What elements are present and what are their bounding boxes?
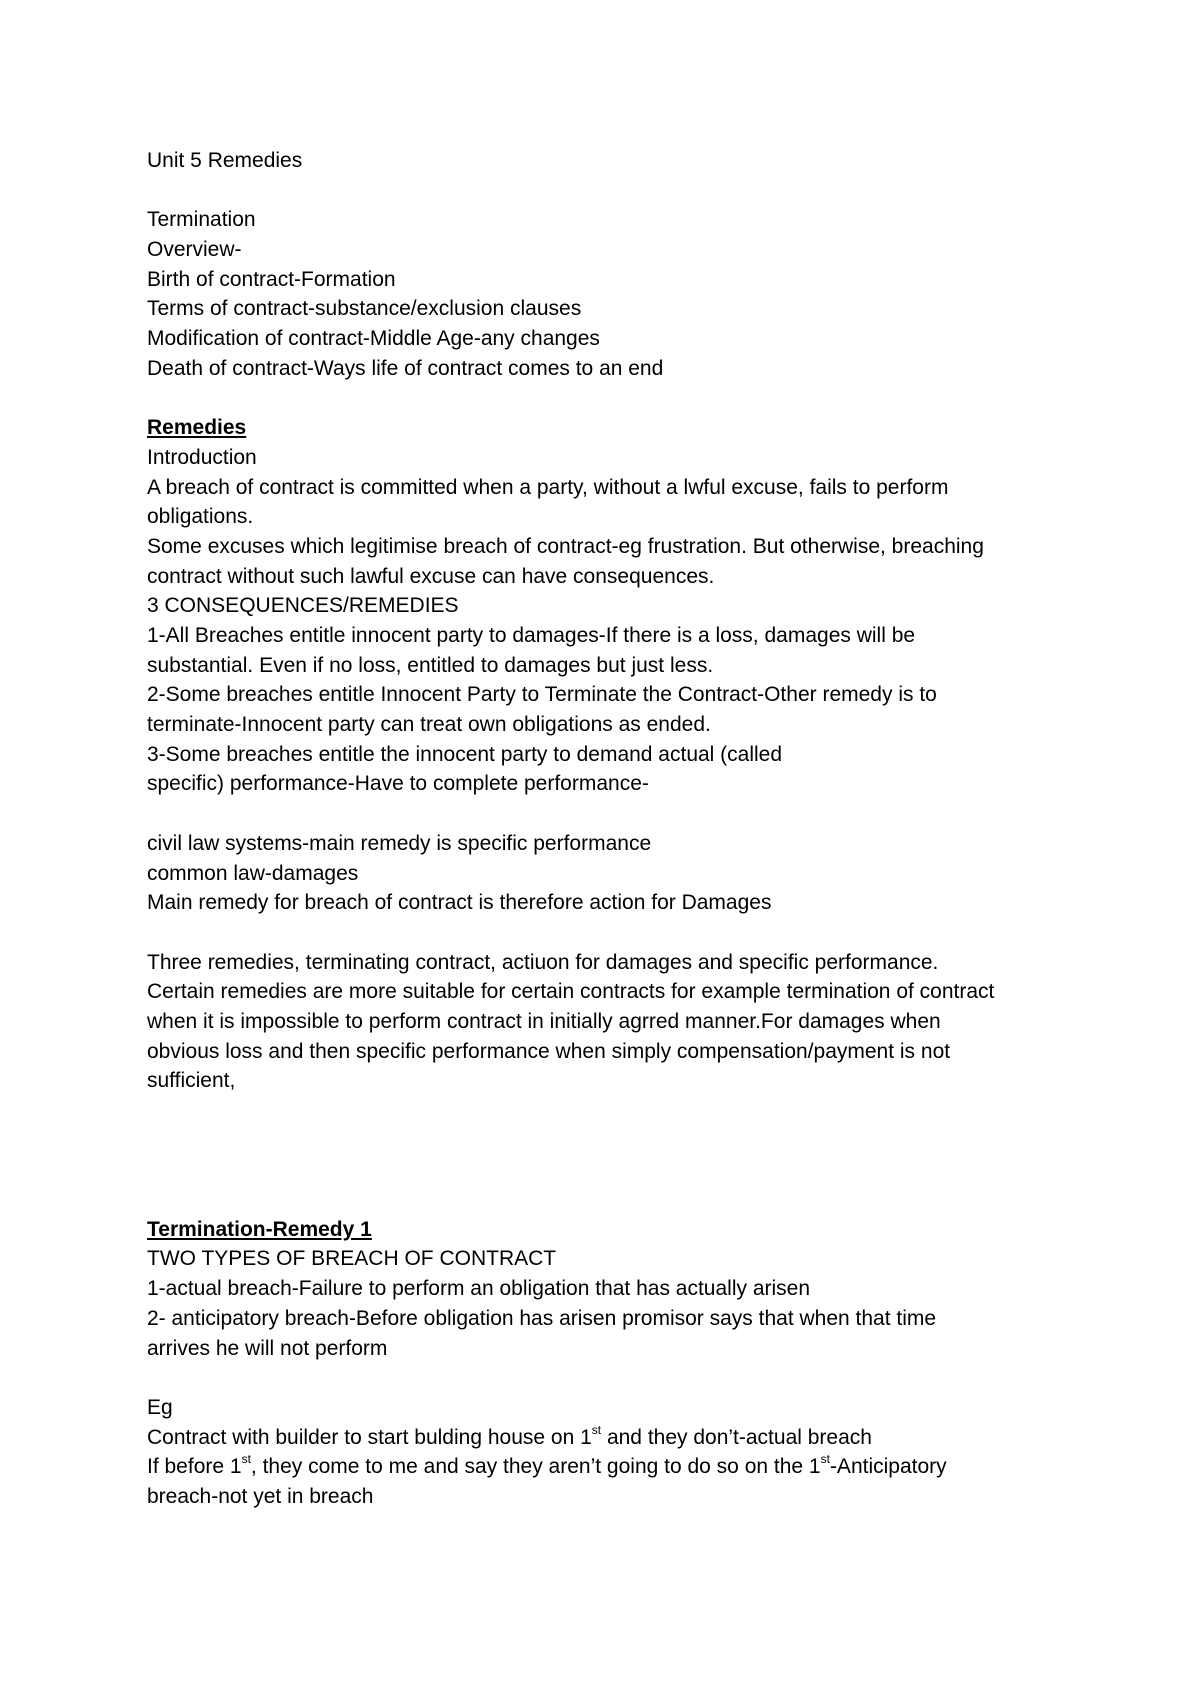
remedies-line: specific) performance-Have to complete performance- [147, 772, 649, 796]
spacer [147, 799, 1107, 829]
remedies-line: substantial. Even if no loss, entitled to damages but just less. [147, 653, 714, 677]
document-title: Unit 5 Remedies [147, 149, 303, 172]
termination-line: TWO TYPES OF BREACH OF CONTRACT [147, 1247, 557, 1271]
overview-line: Termination [147, 208, 256, 232]
spacer [147, 1096, 1107, 1215]
example-text: and they don’t-actual breach [601, 1425, 872, 1449]
example-line [147, 1452, 1107, 1482]
spacer [147, 176, 1107, 206]
termination-line: 1-actual breach-Failure to perform an obligation that has actually arisen [147, 1277, 811, 1301]
remedies-line: 3-Some breaches entitle the innocent party to demand actual (called [147, 742, 783, 766]
spacer [147, 1363, 1107, 1393]
example-text: Contract with builder to start bulding house on 1 [147, 1425, 592, 1449]
remedies-line: 1-All Breaches entitle innocent party to damages-If there is a loss, damages will be [147, 624, 916, 647]
ordinal-suffix: st [820, 1452, 830, 1467]
systems-line: civil law systems-main remedy is specific performance [147, 831, 652, 855]
remedies-line: Introduction [147, 445, 257, 469]
remedies-line: obligations. [147, 505, 254, 529]
summary-line: Certain remedies are more suitable for certain contracts for example termination of contract [147, 980, 995, 1004]
spacer [147, 918, 1107, 948]
overview-line: Death of contract-Ways life of contract comes to an end [147, 356, 664, 380]
overview-line: Terms of contract-substance/exclusion clauses [147, 297, 582, 321]
ordinal-suffix: st [591, 1422, 602, 1437]
example-label: Eg [147, 1395, 173, 1419]
remedies-heading: Remedies [147, 416, 247, 440]
summary-line: obvious loss and then specific performance when simply compensation/payment is not [147, 1039, 951, 1063]
systems-line: common law-damages [147, 861, 359, 885]
remedies-line: 3 CONSEQUENCES/REMEDIES [147, 594, 459, 618]
overview-line: Modification of contract-Middle Age-any changes [147, 327, 600, 351]
example-text: , they come to me and say they aren’t going to do so on the 1 [250, 1455, 821, 1479]
termination-line: arrives he will not perform [147, 1336, 388, 1360]
summary-line: sufficient, [147, 1069, 236, 1093]
termination-line: 2- anticipatory breach-Before obligation has arisen promisor says that when that time [147, 1306, 937, 1330]
example-text: -Anticipatory [829, 1455, 947, 1479]
overview-line: Birth of contract-Formation [147, 267, 396, 291]
summary-line: when it is impossible to perform contract in initially agrred manner.For damages when [147, 1009, 941, 1033]
remedies-line: A breach of contract is committed when a party, without a lwful excuse, fails to perform [147, 475, 949, 499]
termination-heading: Termination-Remedy 1 [147, 1217, 372, 1241]
remedies-line: 2-Some breaches entitle Innocent Party to Terminate the Contract-Other remedy is to [147, 683, 937, 707]
remedies-line: contract without such lawful excuse can have consequences. [147, 564, 715, 588]
document-body [147, 146, 1107, 1512]
remedies-line: Some excuses which legitimise breach of contract-eg frustration. But otherwise, breaching [147, 534, 984, 558]
spacer [147, 384, 1107, 414]
ordinal-suffix: st [241, 1452, 251, 1467]
systems-line: Main remedy for breach of contract is therefore action for Damages [147, 891, 772, 915]
example-text: If before 1 [147, 1455, 242, 1479]
overview-line: Overview- [147, 238, 242, 262]
example-line [147, 1423, 1107, 1453]
example-line: breach-not yet in breach [147, 1484, 374, 1508]
remedies-line: terminate-Innocent party can treat own obligations as ended. [147, 713, 711, 737]
summary-line: Three remedies, terminating contract, actiuon for damages and specific performance. [147, 950, 939, 974]
